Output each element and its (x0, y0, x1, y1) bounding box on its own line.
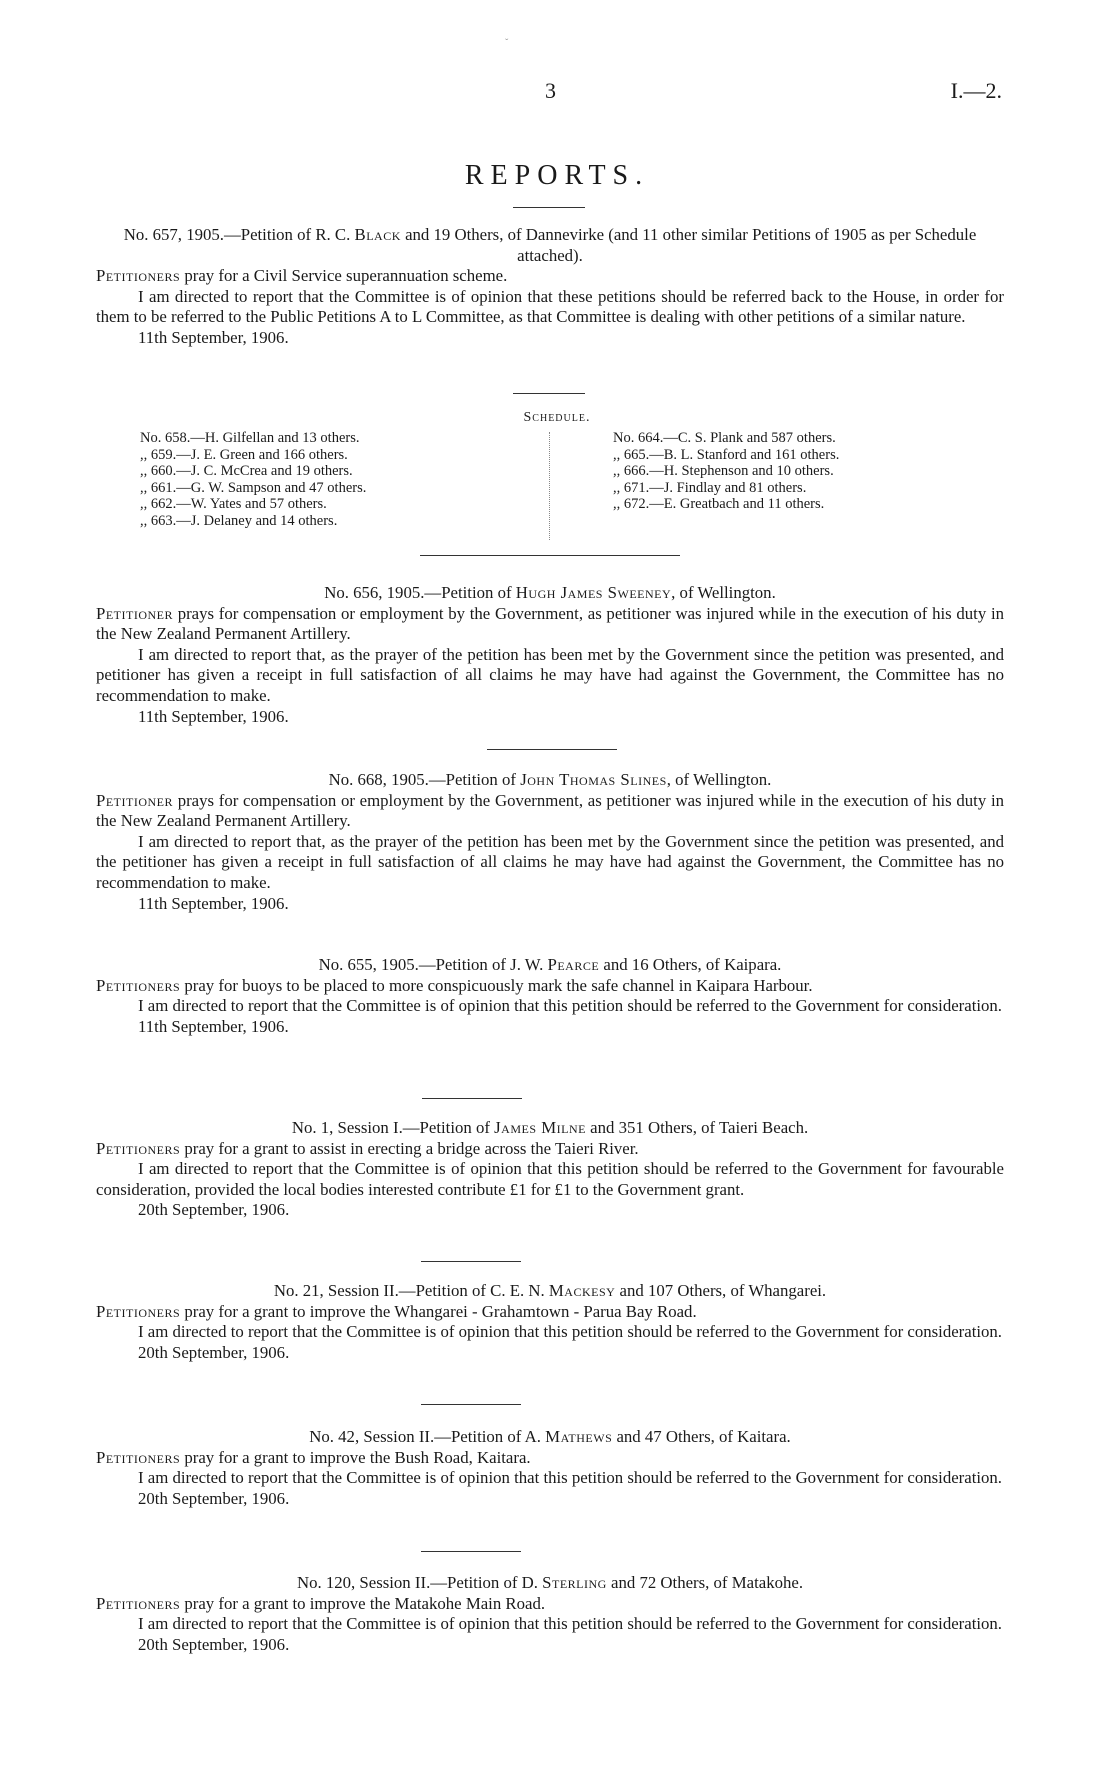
petition-prayer: Petitioners pray for a grant to improve the Matakohe Main Road. (96, 1593, 546, 1613)
committee-report: I am directed to report that the Committee is of opinion that this petition should be referred to the Government for consideration. (138, 1468, 1003, 1488)
petition-657-section (96, 225, 1004, 349)
committee-report: I am directed to report that the Committee is of opinion that this petition should be referred to the Government for favourable consideration, provided the local bodies interested contribute £1 for £1 to the Government grant. (96, 1159, 1004, 1199)
petition-668-section (96, 770, 1004, 914)
committee-report: I am directed to report that, as the prayer of the petition has been met by the Government since the petition was presented, and petitioner has given a receipt in full satisfaction of all claims he may have had against the Government, the Committee has no recommendation to make. (96, 644, 1004, 705)
petition-prayer: Petitioner prays for compensation or employment by the Government, as petitioner was injured while in the execution of his duty in the New Zealand Permanent Artillery. (96, 603, 1004, 644)
section-rule (420, 555, 680, 556)
schedule-entry: No. 658.—H. Gilfellan and 13 others. (140, 430, 360, 446)
scan-mark: ˇ (505, 38, 509, 49)
section-rule (421, 1261, 521, 1262)
petition-655-section (96, 955, 1004, 1037)
schedule-entry: ,, 663.—J. Delaney and 14 others. (140, 512, 338, 529)
petition-656-section (96, 583, 1004, 727)
petition-heading: No. 655, 1905.—Petition of J. W. Pearce and 16 Others, of Kaipara. (318, 955, 782, 974)
schedule-entry: ,, 662.—W. Yates and 57 others. (140, 496, 327, 513)
petition-prayer: Petitioner prays for compensation or employment by the Government, as petitioner was injured while in the execution of his duty in the New Zealand Permanent Artillery. (96, 790, 1004, 831)
schedule-entry: ,, 672.—E. Greatbach and 11 others. (613, 496, 825, 513)
petition-prayer: Petitioners pray for a grant to improve the Bush Road, Kaitara. (96, 1447, 531, 1467)
report-date: 20th September, 1906. (138, 1200, 290, 1220)
schedule-entry: ,, 660.—J. C. McCrea and 19 others. (140, 463, 353, 480)
section-rule (487, 749, 617, 750)
report-date: 11th September, 1906. (138, 706, 289, 726)
document-reference: I.—2. (950, 78, 1002, 103)
petition-heading: No. 1, Session I.—Petition of James Milne and 351 Others, of Taieri Beach. (291, 1118, 809, 1137)
schedule-divider (549, 432, 550, 540)
petition-heading: No. 21, Session II.—Petition of C. E. N. Mackesy and 107 Others, of Whangarei. (273, 1281, 827, 1300)
petition-heading: No. 120, Session II.—Petition of D. Sterling and 72 Others, of Matakohe. (296, 1573, 804, 1592)
section-rule (513, 393, 585, 394)
petition-21-section (96, 1281, 1004, 1363)
report-date: 20th September, 1906. (138, 1342, 290, 1362)
petition-120-section (96, 1573, 1004, 1655)
committee-report: I am directed to report that the Committee is of opinion that these petitions should be referred back to the House, in order for them to be referred to the Public Petitions A to L Committee, as that Committee is dealing with other petitions of a similar nature. (96, 286, 1004, 327)
schedule-entry: ,, 659.—J. E. Green and 166 others. (140, 446, 348, 463)
title-rule (513, 207, 585, 208)
section-rule (421, 1551, 521, 1552)
committee-report: I am directed to report that the Committee is of opinion that this petition should be referred to the Government for consideration. (138, 996, 1003, 1016)
section-rule (422, 1098, 522, 1099)
schedule-entry: No. 664.—C. S. Plank and 587 others. (613, 430, 836, 446)
section-rule (421, 1404, 521, 1405)
schedule-entry: ,, 665.—B. L. Stanford and 161 others. (613, 446, 840, 463)
page-header (0, 78, 1114, 108)
page-title: REPORTS. (464, 160, 650, 191)
schedule-entry: ,, 661.—G. W. Sampson and 47 others. (140, 479, 367, 496)
schedule-right-column (613, 430, 973, 513)
schedule-title: Schedule. (523, 410, 591, 425)
petition-heading: No. 668, 1905.—Petition of John Thomas Slines, of Wellington. (328, 770, 772, 789)
report-date: 20th September, 1906. (138, 1634, 290, 1654)
report-date: 11th September, 1906. (138, 893, 289, 913)
petition-prayer: Petitioners pray for a grant to assist in erecting a bridge across the Taieri River. (96, 1138, 639, 1158)
petition-1-section (96, 1118, 1004, 1221)
report-date: 11th September, 1906. (138, 327, 289, 347)
petition-prayer: Petitioners pray for a Civil Service superannuation scheme. (96, 266, 508, 286)
petition-heading: No. 656, 1905.—Petition of Hugh James Sweeney, of Wellington. (324, 583, 776, 602)
petition-heading: No. 42, Session II.—Petition of A. Mathews and 47 Others, of Kaitara. (309, 1427, 791, 1446)
schedule-entry: ,, 671.—J. Findlay and 81 others. (613, 479, 807, 496)
report-date: 11th September, 1906. (138, 1016, 289, 1036)
schedule-entry: ,, 666.—H. Stephenson and 10 others. (613, 463, 834, 480)
committee-report: I am directed to report that the Committee is of opinion that this petition should be referred to the Government for consideration. (138, 1614, 1003, 1634)
committee-report: I am directed to report that, as the prayer of the petition has been met by the Government since the petition was presented, and the petitioner has given a receipt in full satisfaction of all claims he may have had against the Government, the Committee has no recommendation to make. (96, 831, 1004, 892)
petition-prayer: Petitioners pray for a grant to improve the Whangarei - Grahamtown - Parua Bay Road. (96, 1301, 697, 1321)
schedule-left-column (140, 430, 500, 530)
page-number: 3 (545, 78, 556, 103)
petition-heading: No. 657, 1905.—Petition of R. C. Black and 19 Others, of Dannevirke (and 11 other similar Petitions of 1905 as per Schedule attached). (123, 225, 977, 265)
committee-report: I am directed to report that the Committee is of opinion that this petition should be referred to the Government for consideration. (138, 1322, 1003, 1342)
petition-prayer: Petitioners pray for buoys to be placed to more conspicuously mark the safe channel in Kaipara Harbour. (96, 975, 813, 995)
petition-42-section (96, 1427, 1004, 1509)
report-date: 20th September, 1906. (138, 1488, 290, 1508)
